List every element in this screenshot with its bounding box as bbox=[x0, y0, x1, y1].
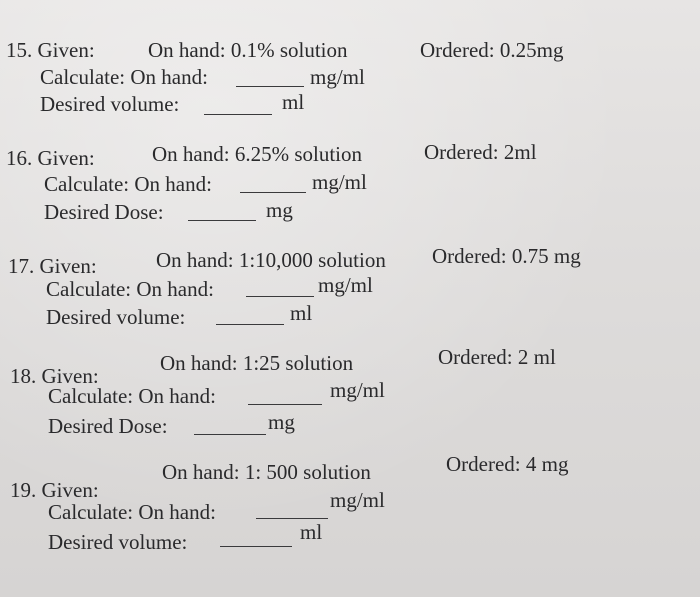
problem-17 bbox=[0, 244, 700, 344]
ordered-value: Ordered: 0.75 mg bbox=[432, 244, 581, 268]
on-hand-unit: mg/ml bbox=[312, 170, 367, 194]
problem-19 bbox=[0, 452, 700, 556]
problem-number: 16. Given: bbox=[6, 146, 95, 170]
on-hand-given: On hand: 1:10,000 solution bbox=[156, 248, 386, 272]
second-answer-blank bbox=[188, 220, 256, 221]
second-unit: ml bbox=[290, 301, 313, 325]
second-label: Desired volume: bbox=[40, 92, 180, 116]
second-unit: ml bbox=[300, 520, 323, 544]
calculate-label: Calculate: On hand: bbox=[46, 277, 214, 301]
problem-number: 19. Given: bbox=[10, 478, 99, 502]
problem-16 bbox=[0, 142, 700, 242]
problem-number: 18. Given: bbox=[10, 364, 99, 388]
on-hand-answer-blank bbox=[246, 296, 314, 297]
on-hand-given: On hand: 6.25% solution bbox=[152, 142, 362, 166]
second-answer-blank bbox=[194, 434, 266, 435]
second-label: Desired Dose: bbox=[48, 414, 168, 438]
on-hand-given: On hand: 1:25 solution bbox=[160, 351, 354, 375]
ordered-value: Ordered: 2ml bbox=[424, 140, 537, 164]
problem-number: 15. Given: bbox=[6, 38, 95, 62]
second-answer-blank bbox=[220, 546, 292, 547]
on-hand-answer-blank bbox=[236, 86, 304, 87]
second-unit: mg bbox=[268, 410, 295, 434]
second-answer-blank bbox=[216, 324, 284, 325]
on-hand-unit: mg/ml bbox=[330, 488, 385, 512]
problem-15 bbox=[0, 38, 700, 138]
calculate-label: Calculate: On hand: bbox=[44, 172, 212, 196]
second-label: Desired volume: bbox=[46, 305, 186, 329]
second-answer-blank bbox=[204, 114, 272, 115]
problem-18 bbox=[0, 345, 700, 450]
calculate-label: Calculate: On hand: bbox=[48, 384, 216, 408]
on-hand-given: On hand: 0.1% solution bbox=[148, 38, 348, 62]
on-hand-unit: mg/ml bbox=[310, 65, 365, 89]
on-hand-unit: mg/ml bbox=[318, 273, 373, 297]
second-unit: ml bbox=[282, 90, 305, 114]
on-hand-unit: mg/ml bbox=[330, 378, 385, 402]
second-label: Desired volume: bbox=[48, 530, 188, 554]
second-label: Desired Dose: bbox=[44, 200, 164, 224]
ordered-value: Ordered: 4 mg bbox=[446, 452, 569, 476]
problem-number: 17. Given: bbox=[8, 254, 97, 278]
calculate-label: Calculate: On hand: bbox=[48, 500, 216, 524]
ordered-value: Ordered: 2 ml bbox=[438, 345, 556, 369]
ordered-value: Ordered: 0.25mg bbox=[420, 38, 564, 62]
calculate-label: Calculate: On hand: bbox=[40, 65, 208, 89]
on-hand-answer-blank bbox=[248, 404, 322, 405]
on-hand-given: On hand: 1: 500 solution bbox=[162, 460, 371, 484]
on-hand-answer-blank bbox=[240, 192, 306, 193]
second-unit: mg bbox=[266, 198, 293, 222]
on-hand-answer-blank bbox=[256, 518, 328, 519]
